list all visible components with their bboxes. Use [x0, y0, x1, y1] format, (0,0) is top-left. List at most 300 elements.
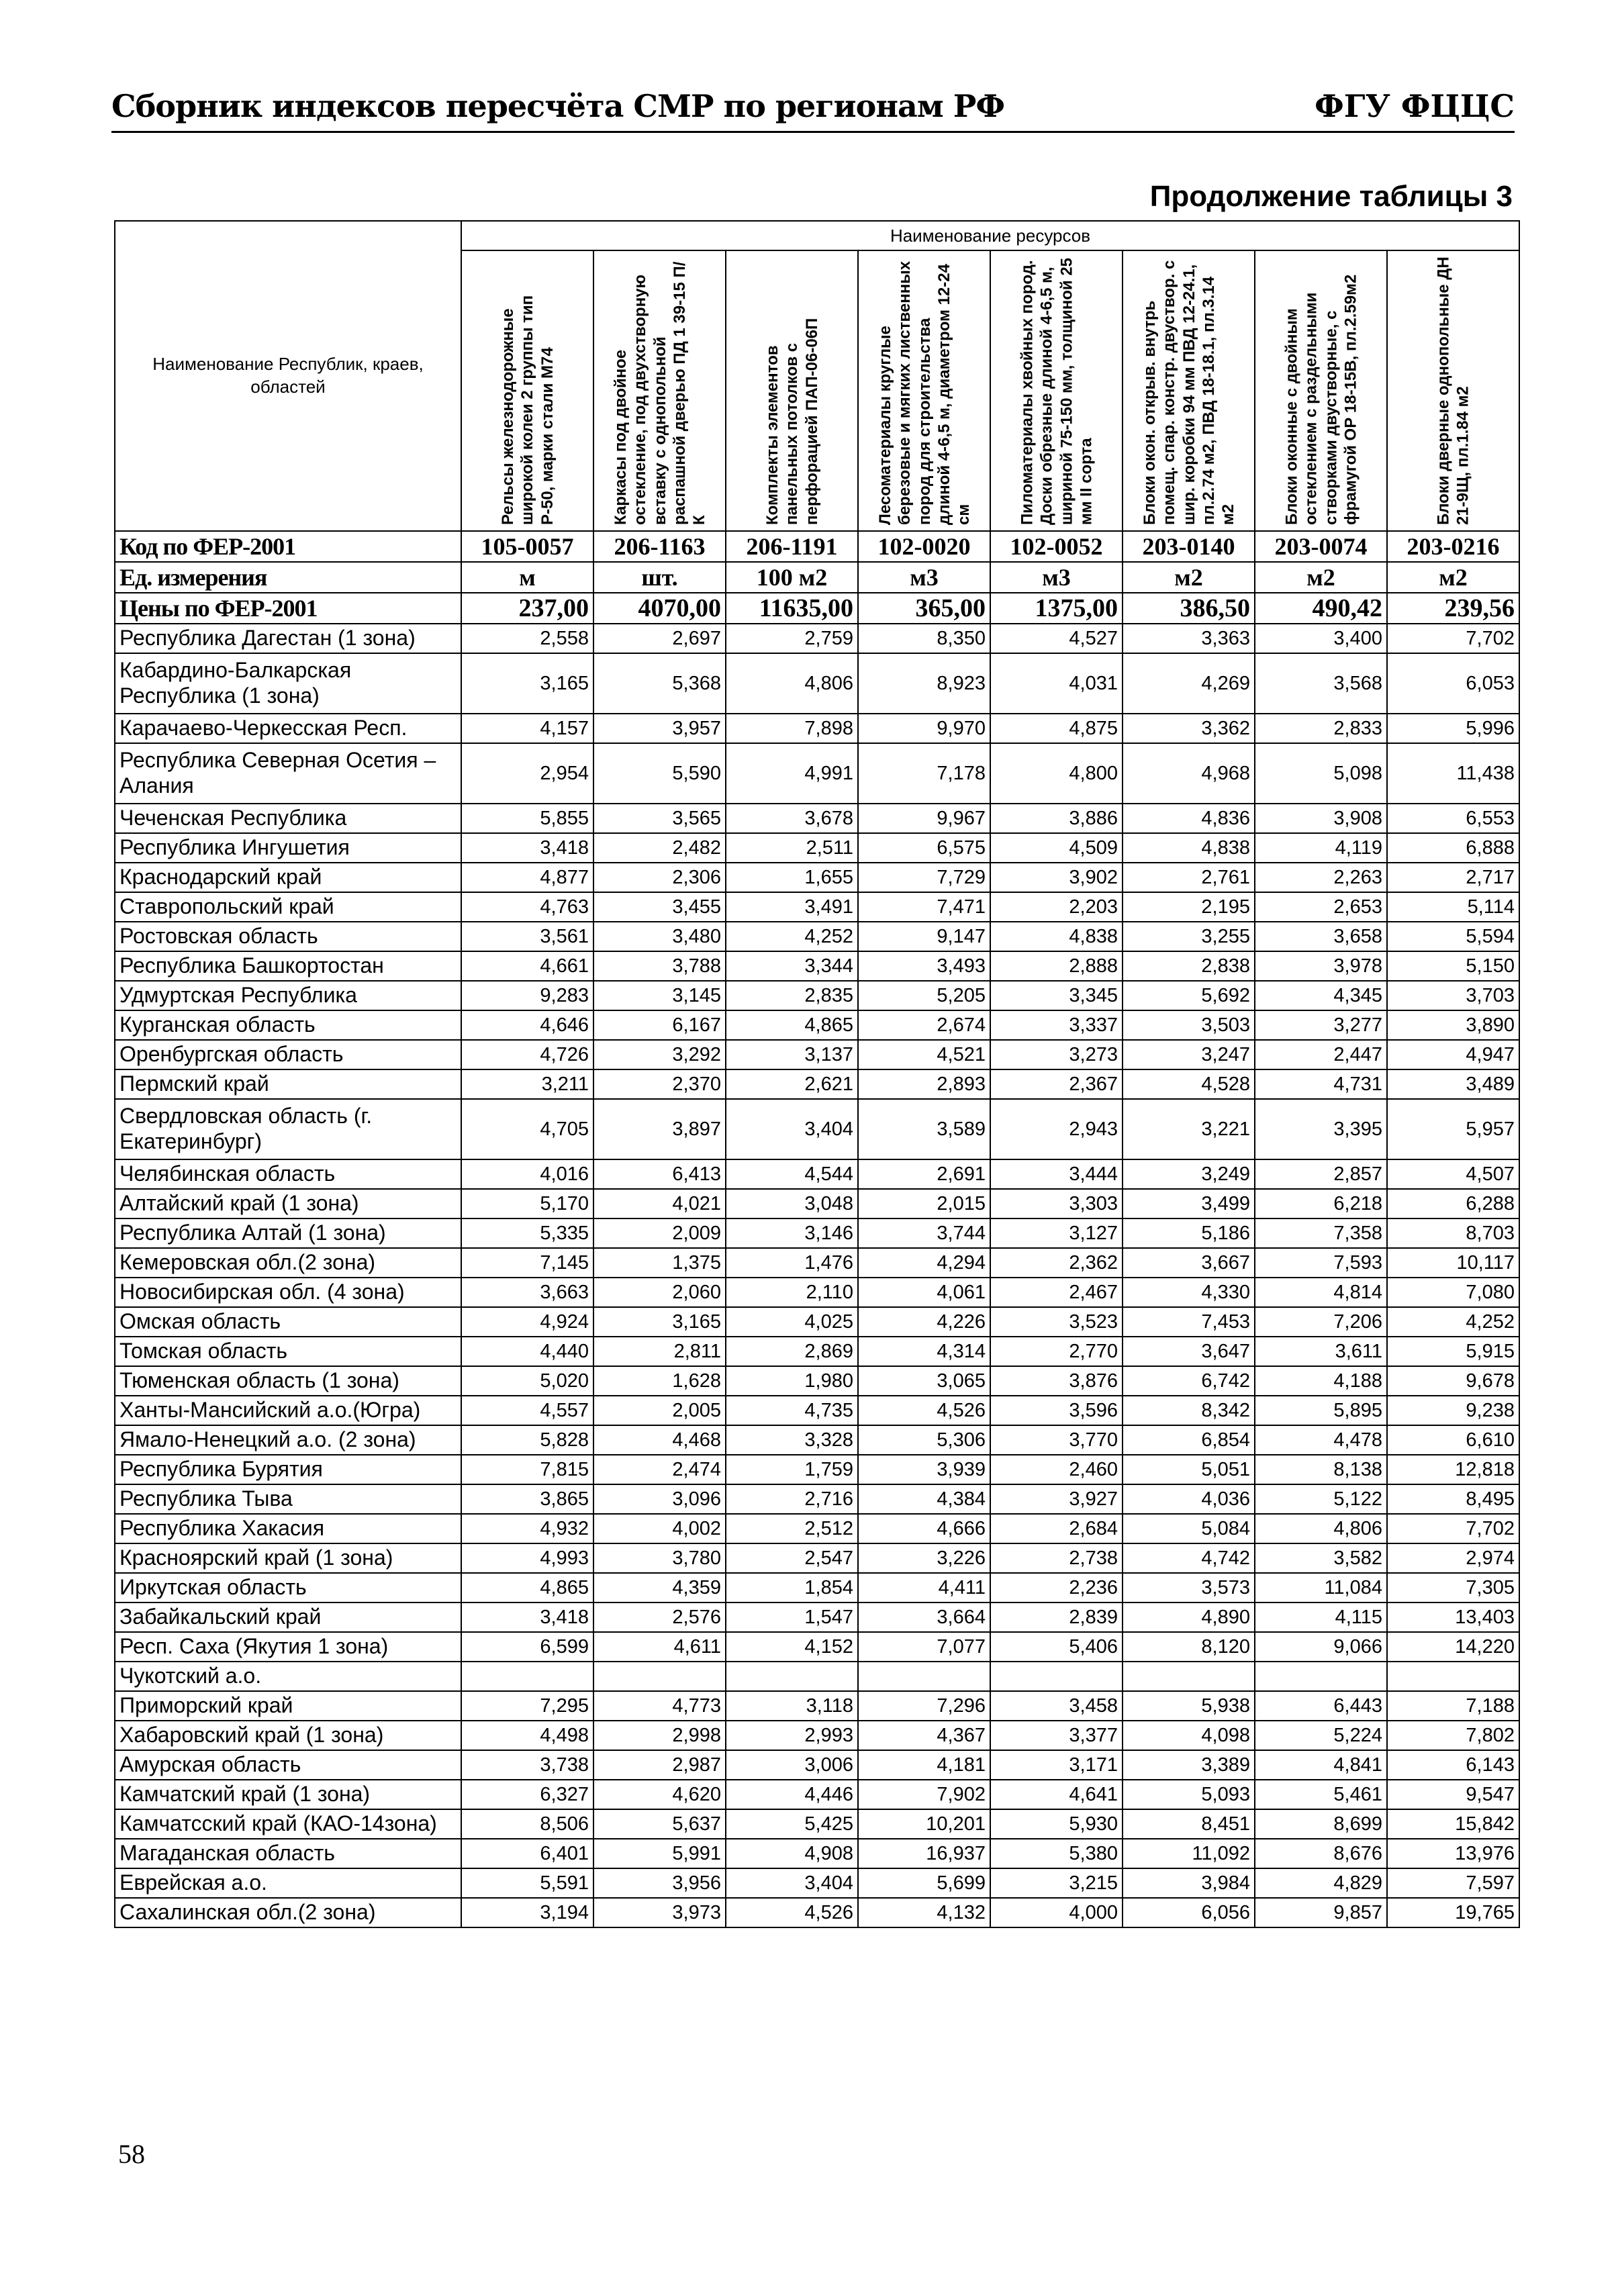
table-row [115, 743, 1519, 804]
index-value: 4,036 [1123, 1484, 1255, 1514]
table-row [115, 922, 1519, 951]
index-value: 7,188 [1387, 1691, 1519, 1721]
index-value: 4,021 [593, 1189, 726, 1218]
region-name: Республика Ингушетия [115, 833, 461, 863]
index-value: 3,973 [593, 1898, 726, 1927]
index-value: 3,663 [461, 1278, 593, 1307]
index-value: 4,181 [858, 1750, 990, 1780]
index-value: 5,368 [593, 653, 726, 714]
index-value: 5,996 [1387, 714, 1519, 743]
index-value: 5,114 [1387, 892, 1519, 922]
region-name: Еврейская а.о. [115, 1868, 461, 1898]
index-value: 4,314 [858, 1337, 990, 1366]
index-value: 6,327 [461, 1780, 593, 1809]
index-value: 2,005 [593, 1396, 726, 1425]
index-value: 5,224 [1255, 1721, 1387, 1750]
index-value: 2,306 [593, 863, 726, 892]
index-value: 7,902 [858, 1780, 990, 1809]
index-value: 4,000 [990, 1898, 1123, 1927]
table-row [115, 1337, 1519, 1366]
index-value: 3,984 [1123, 1868, 1255, 1898]
index-value: 7,593 [1255, 1248, 1387, 1278]
index-value: 6,218 [1255, 1189, 1387, 1218]
index-value: 4,932 [461, 1514, 593, 1543]
index-value: 4,875 [990, 714, 1123, 743]
index-value: 5,122 [1255, 1484, 1387, 1514]
index-value: 5,828 [461, 1425, 593, 1455]
resource-price: 4070,00 [593, 593, 726, 624]
index-value: 2,716 [726, 1484, 858, 1514]
index-value: 3,897 [593, 1099, 726, 1159]
resource-unit: м3 [990, 562, 1123, 593]
index-value: 3,480 [593, 922, 726, 951]
index-value: 5,855 [461, 804, 593, 833]
region-name: Хабаровский край (1 зона) [115, 1721, 461, 1750]
index-value: 7,802 [1387, 1721, 1519, 1750]
index-value: 8,342 [1123, 1396, 1255, 1425]
index-value: 3,255 [1123, 922, 1255, 951]
index-value: 4,611 [593, 1632, 726, 1662]
price-index-table [114, 220, 1520, 1928]
index-value: 5,205 [858, 981, 990, 1010]
index-value: 4,498 [461, 1721, 593, 1750]
index-value: 3,048 [726, 1189, 858, 1218]
index-value: 5,699 [858, 1868, 990, 1898]
index-value: 6,610 [1387, 1425, 1519, 1455]
region-name: Республика Тыва [115, 1484, 461, 1514]
resource-price: 365,00 [858, 593, 990, 624]
resource-unit: м2 [1387, 562, 1519, 593]
index-value: 2,738 [990, 1543, 1123, 1573]
index-value: 8,676 [1255, 1839, 1387, 1868]
table-row [115, 1868, 1519, 1898]
index-value: 1,759 [726, 1455, 858, 1484]
index-value: 2,482 [593, 833, 726, 863]
index-value: 4,814 [1255, 1278, 1387, 1307]
index-value: 13,403 [1387, 1603, 1519, 1632]
region-name: Свердловская область (г. Екатеринбург) [115, 1099, 461, 1159]
index-value: 2,987 [593, 1750, 726, 1780]
index-value: 4,527 [990, 624, 1123, 653]
table-row [115, 1484, 1519, 1514]
region-name: Челябинская область [115, 1159, 461, 1189]
table-row [115, 1189, 1519, 1218]
table-row [115, 1010, 1519, 1040]
index-value: 7,471 [858, 892, 990, 922]
index-value: 4,031 [990, 653, 1123, 714]
index-value: 4,806 [1255, 1514, 1387, 1543]
table-row [115, 1278, 1519, 1307]
resource-unit: м2 [1123, 562, 1255, 593]
index-value: 1,476 [726, 1248, 858, 1278]
index-value: 11,084 [1255, 1573, 1387, 1603]
index-value: 2,512 [726, 1514, 858, 1543]
index-value: 7,206 [1255, 1307, 1387, 1337]
code-label: Код по ФЕР-2001 [115, 531, 461, 562]
index-value: 4,836 [1123, 804, 1255, 833]
index-value: 4,526 [858, 1396, 990, 1425]
index-value: 3,596 [990, 1396, 1123, 1425]
index-value: 3,215 [990, 1868, 1123, 1898]
table-row [115, 1396, 1519, 1425]
region-name: Томская область [115, 1337, 461, 1366]
index-value: 2,833 [1255, 714, 1387, 743]
index-value: 2,857 [1255, 1159, 1387, 1189]
resource-name-text: Комплекты элементов панельных потолков с перфорацией ПАП-06-06П [763, 318, 821, 525]
index-value: 5,425 [726, 1809, 858, 1839]
index-value: 3,171 [990, 1750, 1123, 1780]
table-row [115, 1573, 1519, 1603]
index-value: 1,854 [726, 1573, 858, 1603]
index-value: 2,009 [593, 1218, 726, 1248]
index-value: 16,937 [858, 1839, 990, 1868]
resource-code: 102-0052 [990, 531, 1123, 562]
resource-price: 239,56 [1387, 593, 1519, 624]
index-value: 6,143 [1387, 1750, 1519, 1780]
index-value: 6,888 [1387, 833, 1519, 863]
index-value: 19,765 [1387, 1898, 1519, 1927]
index-value: 5,591 [461, 1868, 593, 1898]
index-value [858, 1662, 990, 1691]
resource-name-text: Каркасы под двойное остекление, под двухстворную вставку с однопольной распашной дверью ПД 1 39-15 П/К [611, 261, 708, 525]
region-name: Новосибирская обл. (4 зона) [115, 1278, 461, 1307]
region-name: Оренбургская область [115, 1040, 461, 1069]
index-value: 7,077 [858, 1632, 990, 1662]
index-value: 5,461 [1255, 1780, 1387, 1809]
index-value: 2,993 [726, 1721, 858, 1750]
organization-name: ФГУ ФЦЦС [1315, 88, 1515, 124]
index-value: 3,362 [1123, 714, 1255, 743]
region-name: Пермский край [115, 1069, 461, 1099]
index-value: 10,201 [858, 1809, 990, 1839]
index-value: 5,186 [1123, 1218, 1255, 1248]
index-value: 3,876 [990, 1366, 1123, 1396]
index-value: 2,236 [990, 1573, 1123, 1603]
resource-code: 102-0020 [858, 531, 990, 562]
price-label: Цены по ФЕР-2001 [115, 593, 461, 624]
index-value: 4,384 [858, 1484, 990, 1514]
region-name: Кемеровская обл.(2 зона) [115, 1248, 461, 1278]
resource-name-text: Рельсы железнодорожные широкой колеи 2 группы тип Р-50, марки стали М74 [498, 295, 557, 525]
resource-code: 206-1163 [593, 531, 726, 562]
index-value: 4,061 [858, 1278, 990, 1307]
table-row [115, 804, 1519, 833]
index-value: 11,438 [1387, 743, 1519, 804]
index-value: 4,838 [1123, 833, 1255, 863]
region-name: Камчатский край (1 зона) [115, 1780, 461, 1809]
table-row [115, 1159, 1519, 1189]
resource-price: 11635,00 [726, 593, 858, 624]
index-value: 8,495 [1387, 1484, 1519, 1514]
table-row [115, 1069, 1519, 1099]
index-value: 4,947 [1387, 1040, 1519, 1069]
index-value: 3,582 [1255, 1543, 1387, 1573]
index-value: 4,877 [461, 863, 593, 892]
index-value: 2,998 [593, 1721, 726, 1750]
region-name: Республика Алтай (1 зона) [115, 1218, 461, 1248]
index-value: 3,344 [726, 951, 858, 981]
resource-unit: шт. [593, 562, 726, 593]
index-value: 2,203 [990, 892, 1123, 922]
index-value: 3,780 [593, 1543, 726, 1573]
index-value: 3,303 [990, 1189, 1123, 1218]
index-value: 2,015 [858, 1189, 990, 1218]
table-row [115, 1691, 1519, 1721]
index-value: 3,770 [990, 1425, 1123, 1455]
table-row [115, 1839, 1519, 1868]
index-value [990, 1662, 1123, 1691]
resource-meta-rows [115, 531, 1519, 624]
index-value: 5,150 [1387, 951, 1519, 981]
index-value: 4,763 [461, 892, 593, 922]
index-value: 7,898 [726, 714, 858, 743]
index-value: 2,460 [990, 1455, 1123, 1484]
region-name: Алтайский край (1 зона) [115, 1189, 461, 1218]
index-value: 4,742 [1123, 1543, 1255, 1573]
index-value: 7,305 [1387, 1573, 1519, 1603]
index-value [461, 1662, 593, 1691]
index-value: 3,404 [726, 1099, 858, 1159]
index-value: 7,145 [461, 1248, 593, 1278]
region-name: Ханты-Мансийский а.о.(Югра) [115, 1396, 461, 1425]
index-value: 3,345 [990, 981, 1123, 1010]
region-column-header: Наименование Республик, краев, областей [115, 221, 461, 531]
resource-name-header [1255, 250, 1387, 531]
index-value: 4,773 [593, 1691, 726, 1721]
page-header [111, 84, 1515, 133]
region-name: Камчатсский край (КАО-14зона) [115, 1809, 461, 1839]
region-name: Краснодарский край [115, 863, 461, 892]
index-value: 3,096 [593, 1484, 726, 1514]
index-value: 2,869 [726, 1337, 858, 1366]
index-value: 2,367 [990, 1069, 1123, 1099]
index-value: 2,474 [593, 1455, 726, 1484]
index-value: 9,678 [1387, 1366, 1519, 1396]
table-row [115, 1780, 1519, 1809]
unit-row [115, 562, 1519, 593]
index-value: 8,923 [858, 653, 990, 714]
index-value: 3,573 [1123, 1573, 1255, 1603]
index-value: 7,178 [858, 743, 990, 804]
region-name: Ростовская область [115, 922, 461, 951]
index-value: 4,806 [726, 653, 858, 714]
index-value: 3,927 [990, 1484, 1123, 1514]
index-value: 2,263 [1255, 863, 1387, 892]
index-value: 6,401 [461, 1839, 593, 1868]
index-value: 11,092 [1123, 1839, 1255, 1868]
index-value: 3,395 [1255, 1099, 1387, 1159]
index-value: 2,195 [1123, 892, 1255, 922]
resource-name-text: Блоки дверные однопольные ДН 21-9Щ, пл.1.84 м2 [1434, 256, 1472, 525]
index-value: 4,924 [461, 1307, 593, 1337]
index-value: 3,328 [726, 1425, 858, 1455]
region-name: Удмуртская Республика [115, 981, 461, 1010]
index-value: 4,119 [1255, 833, 1387, 863]
index-value: 2,811 [593, 1337, 726, 1366]
index-value: 3,902 [990, 863, 1123, 892]
index-value: 4,661 [461, 951, 593, 981]
table-row [115, 714, 1519, 743]
table-row [115, 1425, 1519, 1455]
resource-name-header [726, 250, 858, 531]
index-value: 1,655 [726, 863, 858, 892]
table-row [115, 833, 1519, 863]
table-row [115, 624, 1519, 653]
index-value: 4,294 [858, 1248, 990, 1278]
resource-name-header [990, 250, 1123, 531]
region-name: Омская область [115, 1307, 461, 1337]
resource-name-header [1387, 250, 1519, 531]
index-value: 3,939 [858, 1455, 990, 1484]
table-row [115, 1750, 1519, 1780]
index-value: 9,066 [1255, 1632, 1387, 1662]
resource-code: 206-1191 [726, 531, 858, 562]
table-row [115, 1898, 1519, 1927]
page-number: 58 [118, 2139, 145, 2169]
index-value: 2,835 [726, 981, 858, 1010]
index-value: 3,137 [726, 1040, 858, 1069]
index-value: 4,557 [461, 1396, 593, 1425]
table-row [115, 981, 1519, 1010]
region-name: Республика Башкортостан [115, 951, 461, 981]
index-value: 2,621 [726, 1069, 858, 1099]
table-row [115, 1809, 1519, 1839]
table-continuation-title: Продолжение таблицы 3 [1149, 180, 1513, 213]
region-name: Приморский край [115, 1691, 461, 1721]
index-value: 2,653 [1255, 892, 1387, 922]
index-value: 4,865 [461, 1573, 593, 1603]
index-value: 2,888 [990, 951, 1123, 981]
region-name: Республика Бурятия [115, 1455, 461, 1484]
index-value: 5,306 [858, 1425, 990, 1455]
index-value: 4,735 [726, 1396, 858, 1425]
index-value: 2,576 [593, 1603, 726, 1632]
region-name: Ямало-Ненецкий а.о. (2 зона) [115, 1425, 461, 1455]
index-value: 7,358 [1255, 1218, 1387, 1248]
index-value: 6,288 [1387, 1189, 1519, 1218]
index-value: 6,443 [1255, 1691, 1387, 1721]
index-value: 3,273 [990, 1040, 1123, 1069]
index-value: 3,006 [726, 1750, 858, 1780]
index-value: 4,890 [1123, 1603, 1255, 1632]
index-value: 5,637 [593, 1809, 726, 1839]
index-value: 6,553 [1387, 804, 1519, 833]
index-value: 4,157 [461, 714, 593, 743]
resource-name-text: Блоки оконные с двойным остеклением с раздельными створками двустворные, с фрамугой ОР 18-15В, пл.2.59м2 [1282, 274, 1360, 525]
regions-data [115, 624, 1519, 1927]
index-value: 8,350 [858, 624, 990, 653]
index-value: 3,647 [1123, 1337, 1255, 1366]
index-value: 3,377 [990, 1721, 1123, 1750]
index-value: 4,705 [461, 1099, 593, 1159]
index-value: 2,547 [726, 1543, 858, 1573]
index-value: 6,056 [1123, 1898, 1255, 1927]
index-value: 1,980 [726, 1366, 858, 1396]
index-value: 5,895 [1255, 1396, 1387, 1425]
index-value: 3,788 [593, 951, 726, 981]
code-row [115, 531, 1519, 562]
resources-group-header: Наименование ресурсов [461, 221, 1519, 250]
index-value: 6,575 [858, 833, 990, 863]
index-value: 6,413 [593, 1159, 726, 1189]
index-value: 3,444 [990, 1159, 1123, 1189]
index-value: 7,296 [858, 1691, 990, 1721]
index-value: 3,145 [593, 981, 726, 1010]
index-value: 2,770 [990, 1337, 1123, 1366]
resource-name-header [593, 250, 726, 531]
index-value: 6,854 [1123, 1425, 1255, 1455]
table-row [115, 1514, 1519, 1543]
index-value: 9,238 [1387, 1396, 1519, 1425]
index-value [1387, 1662, 1519, 1691]
region-name: Республика Дагестан (1 зона) [115, 624, 461, 653]
resource-price: 386,50 [1123, 593, 1255, 624]
index-value: 4,507 [1387, 1159, 1519, 1189]
index-value: 4,098 [1123, 1721, 1255, 1750]
region-name: Красноярский край (1 зона) [115, 1543, 461, 1573]
index-value: 4,367 [858, 1721, 990, 1750]
index-value: 4,152 [726, 1632, 858, 1662]
index-value: 3,489 [1387, 1069, 1519, 1099]
index-value: 3,589 [858, 1099, 990, 1159]
index-value: 7,080 [1387, 1278, 1519, 1307]
index-value: 5,084 [1123, 1514, 1255, 1543]
index-value: 2,761 [1123, 863, 1255, 892]
index-value: 3,249 [1123, 1159, 1255, 1189]
table-row [115, 951, 1519, 981]
resource-unit: м [461, 562, 593, 593]
index-value: 2,558 [461, 624, 593, 653]
index-value: 3,247 [1123, 1040, 1255, 1069]
index-value: 5,915 [1387, 1337, 1519, 1366]
index-value: 4,345 [1255, 981, 1387, 1010]
index-value: 4,865 [726, 1010, 858, 1040]
index-value: 3,611 [1255, 1337, 1387, 1366]
index-value: 3,211 [461, 1069, 593, 1099]
index-value: 15,842 [1387, 1809, 1519, 1839]
index-value: 2,943 [990, 1099, 1123, 1159]
index-value: 7,295 [461, 1691, 593, 1721]
index-value: 1,375 [593, 1248, 726, 1278]
index-value: 5,335 [461, 1218, 593, 1248]
resource-code: 203-0140 [1123, 531, 1255, 562]
index-value: 4,440 [461, 1337, 593, 1366]
index-value: 3,418 [461, 833, 593, 863]
index-value: 2,838 [1123, 951, 1255, 981]
region-name: Кабардино-Балкарская Республика (1 зона) [115, 653, 461, 714]
resource-name-text: Лесоматериалы круглые березовые и мягких лиственных пород для строительства длиной 4-6,5 м, диаметром 12-24 см [875, 260, 973, 525]
index-value: 3,165 [461, 653, 593, 714]
index-value [1255, 1662, 1387, 1691]
index-value: 4,841 [1255, 1750, 1387, 1780]
index-value: 3,956 [593, 1868, 726, 1898]
table-row [115, 1307, 1519, 1337]
index-value: 4,411 [858, 1573, 990, 1603]
index-value: 4,620 [593, 1780, 726, 1809]
index-value: 1,547 [726, 1603, 858, 1632]
collection-title: Сборник индексов пересчёта СМР по регионам РФ [111, 88, 1004, 124]
index-value: 2,954 [461, 743, 593, 804]
index-value: 3,658 [1255, 922, 1387, 951]
index-value: 3,292 [593, 1040, 726, 1069]
region-name: Карачаево-Черкесская Респ. [115, 714, 461, 743]
index-value: 7,729 [858, 863, 990, 892]
index-value: 2,467 [990, 1278, 1123, 1307]
index-value: 4,446 [726, 1780, 858, 1809]
region-name: Забайкальский край [115, 1603, 461, 1632]
index-value: 8,506 [461, 1809, 593, 1839]
index-value: 5,938 [1123, 1691, 1255, 1721]
